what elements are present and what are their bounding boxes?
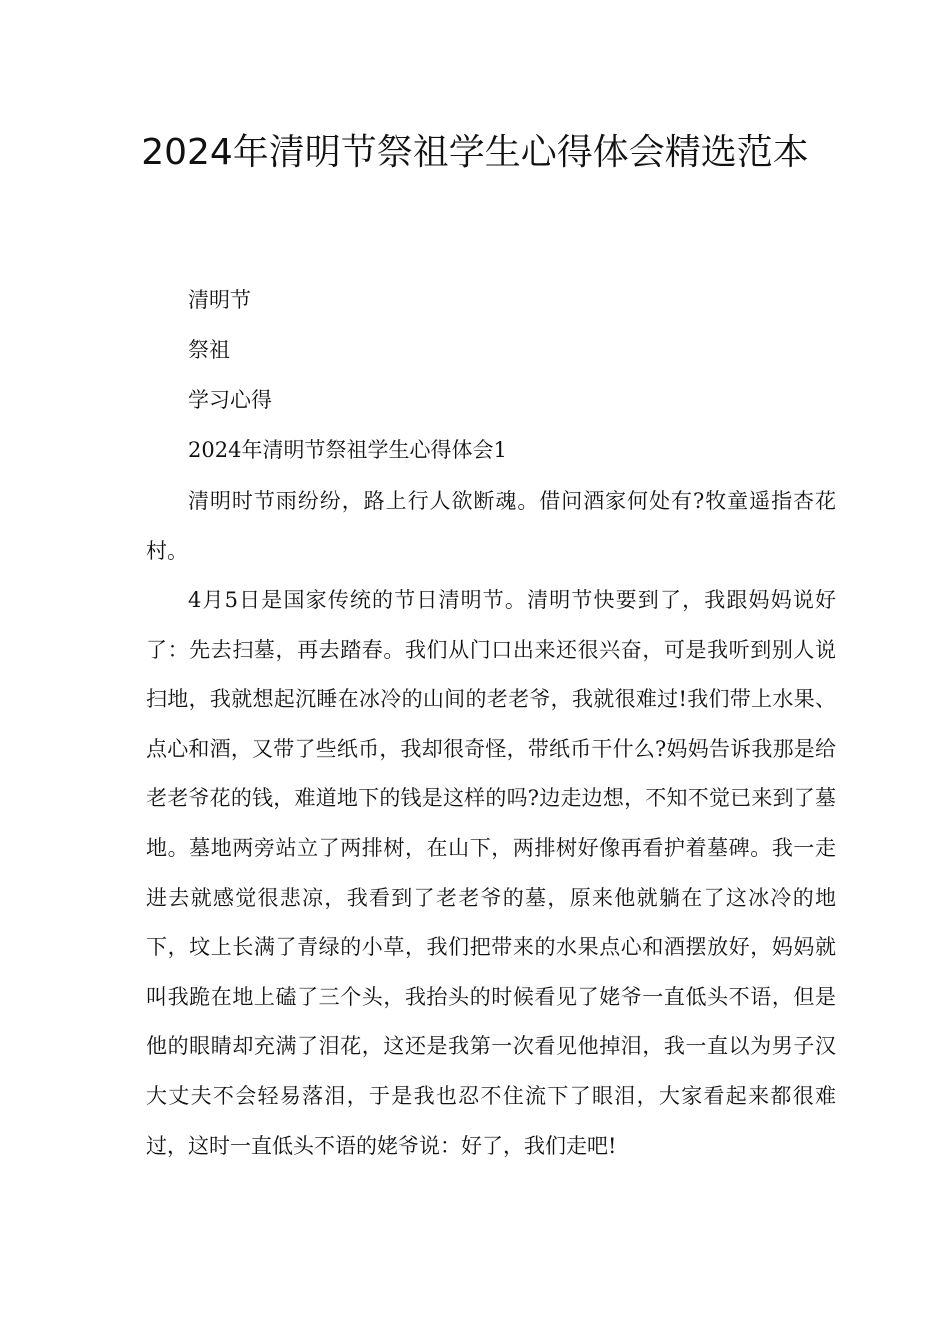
keyword-xuexi-xinde: 学习心得 <box>188 388 272 412</box>
poem-paragraph: 清明时节雨纷纷，路上行人欲断魂。借问酒家何处有?牧童遥指杏花村。 <box>146 489 836 563</box>
document-title: 2024年清明节祭祖学生心得体会精选范本 <box>141 132 809 173</box>
body-paragraph: 4月5日是国家传统的节日清明节。清明节快要到了，我跟妈妈说好了：先去扫墓，再去踏春。我们从门口出来还很兴奋，可是我听到别人说扫地，我就想起沉睡在冰冷的山间的老老爷，我就很难过!我们带上水果、点心和酒，又带了些纸币，我却很奇怪，带纸币干什么?妈妈告诉我那是给老老爷花的钱，难道地下的钱是这样的吗?边走边想，不知不觉已来到了墓地。墓地两旁站立了两排树，在山下，两排树好像再看护着墓碑。我一走进去就感觉很悲凉，我看到了老老爷的墓，原来他就躺在了这冰冷的地下，坟上长满了青绿的小草，我们把带来的水果点心和酒摆放好，妈妈就叫我跪在地上磕了三个头，我抬头的时候看见了姥爷一直低头不语，但是他的眼睛却充满了泪花，这还是我第一次看见他掉泪，我一直以为男子汉大丈夫不会轻易落泪，于是我也忍不住流下了眼泪，大家看起来都很难过，这时一直低头不语的姥爷说：好了，我们走吧! <box>146 588 836 1158</box>
keyword-qingming: 清明节 <box>188 288 251 312</box>
keyword-jizu: 祭祖 <box>188 338 230 362</box>
section-title: 2024年清明节祭祖学生心得体会1 <box>188 438 507 462</box>
